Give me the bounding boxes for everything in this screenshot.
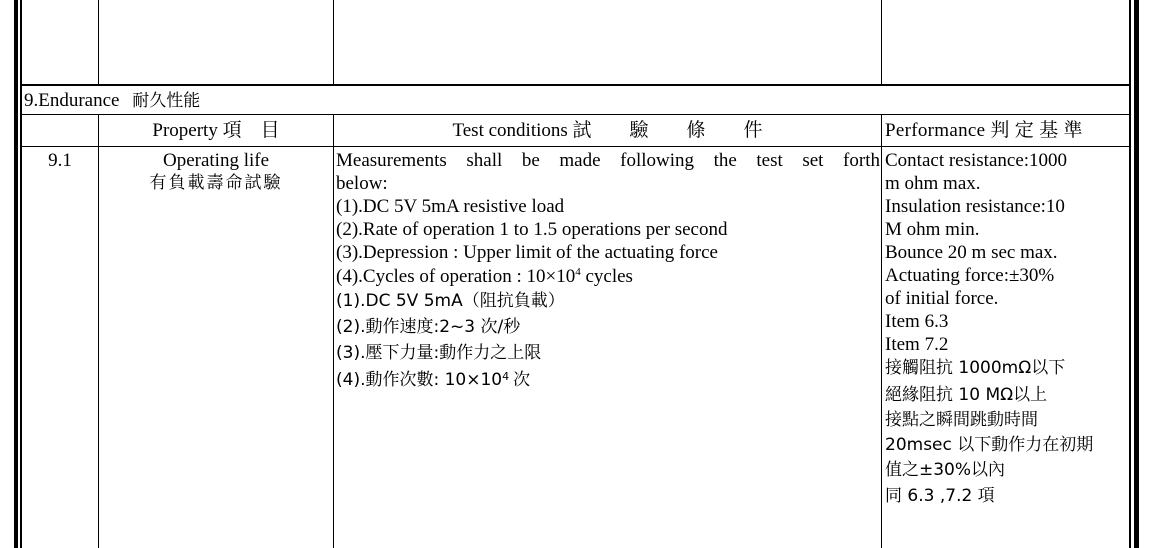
performance-line: Contact resistance:1000 <box>885 150 1068 171</box>
row-number: 9.1 <box>48 150 72 171</box>
performance-line-cn: 同 6.3 ,7.2 項 <box>885 486 995 506</box>
condition-line-cn: (3).壓下力量:動作力之上限 <box>336 343 542 363</box>
condition-line <box>336 265 633 288</box>
header-performance: Performance 判 定 基 準 <box>885 120 1083 141</box>
performance-line: Item 7.2 <box>885 334 949 355</box>
header-test-conditions: Test conditions 試 驗 條 件 <box>452 120 763 141</box>
row-divider <box>21 84 1131 86</box>
condition-count: (4).動作次數: 10×10 <box>336 370 503 390</box>
section-title-en: 9.Endurance <box>24 90 120 111</box>
condition-count-exponent: 4 <box>502 370 510 383</box>
condition-count-unit: 次 <box>513 370 531 390</box>
column-divider <box>881 114 882 548</box>
condition-line: Measurements shall be made following the test set forth <box>336 150 880 171</box>
row-divider <box>21 114 1131 115</box>
performance-line: m ohm max. <box>885 173 981 194</box>
performance-line-cn: 20msec 以下動作力在初期 <box>885 435 1094 455</box>
performance-line-cn: 值之±30%以內 <box>885 460 1006 480</box>
performance-line: of initial force. <box>885 288 999 309</box>
table-border-right-inner <box>1129 0 1131 548</box>
column-divider <box>333 0 334 85</box>
column-divider <box>98 0 99 85</box>
condition-line: (2).Rate of operation 1 to 1.5 operations per second <box>336 219 728 240</box>
performance-line: Actuating force:±30% <box>885 265 1055 286</box>
performance-line-cn: 接點之瞬間跳動時間 <box>885 410 1038 430</box>
property-cn: 有負載壽命試驗 <box>149 173 283 193</box>
column-divider <box>881 0 882 85</box>
column-divider <box>333 114 334 548</box>
property-en: Operating life <box>162 150 270 171</box>
condition-line-cn <box>336 369 530 392</box>
performance-line: Item 6.3 <box>885 311 949 332</box>
condition-line-cn: (2).動作速度:2~3 次/秒 <box>336 317 521 337</box>
condition-line-cn: (1).DC 5V 5mA（阻抗負載） <box>336 291 565 311</box>
performance-line-cn: 絕緣阻抗 10 MΩ以上 <box>885 385 1048 405</box>
performance-line: M ohm min. <box>885 219 980 240</box>
table-border-left-inner <box>20 0 22 548</box>
performance-line-cn: 接觸阻抗 1000mΩ以下 <box>885 358 1066 378</box>
table-border-left <box>14 0 18 548</box>
condition-line: (1).DC 5V 5mA resistive load <box>336 196 565 217</box>
performance-line: Bounce 20 m sec max. <box>885 242 1058 263</box>
condition-exponent: 4 <box>575 266 581 278</box>
header-property: Property 項 目 <box>152 120 280 141</box>
section-title <box>24 89 200 113</box>
row-divider <box>21 146 1131 147</box>
table-border-right <box>1134 0 1139 548</box>
performance-line: Insulation resistance:10 <box>885 196 1065 217</box>
condition-cycles: (4).Cycles of operation : 10×10 <box>336 266 576 287</box>
condition-line: (3).Depression : Upper limit of the actuating force <box>336 242 718 263</box>
condition-line: below: <box>336 173 388 194</box>
condition-cycles-unit: cycles <box>580 266 633 287</box>
section-title-cn: 耐久性能 <box>132 91 201 111</box>
